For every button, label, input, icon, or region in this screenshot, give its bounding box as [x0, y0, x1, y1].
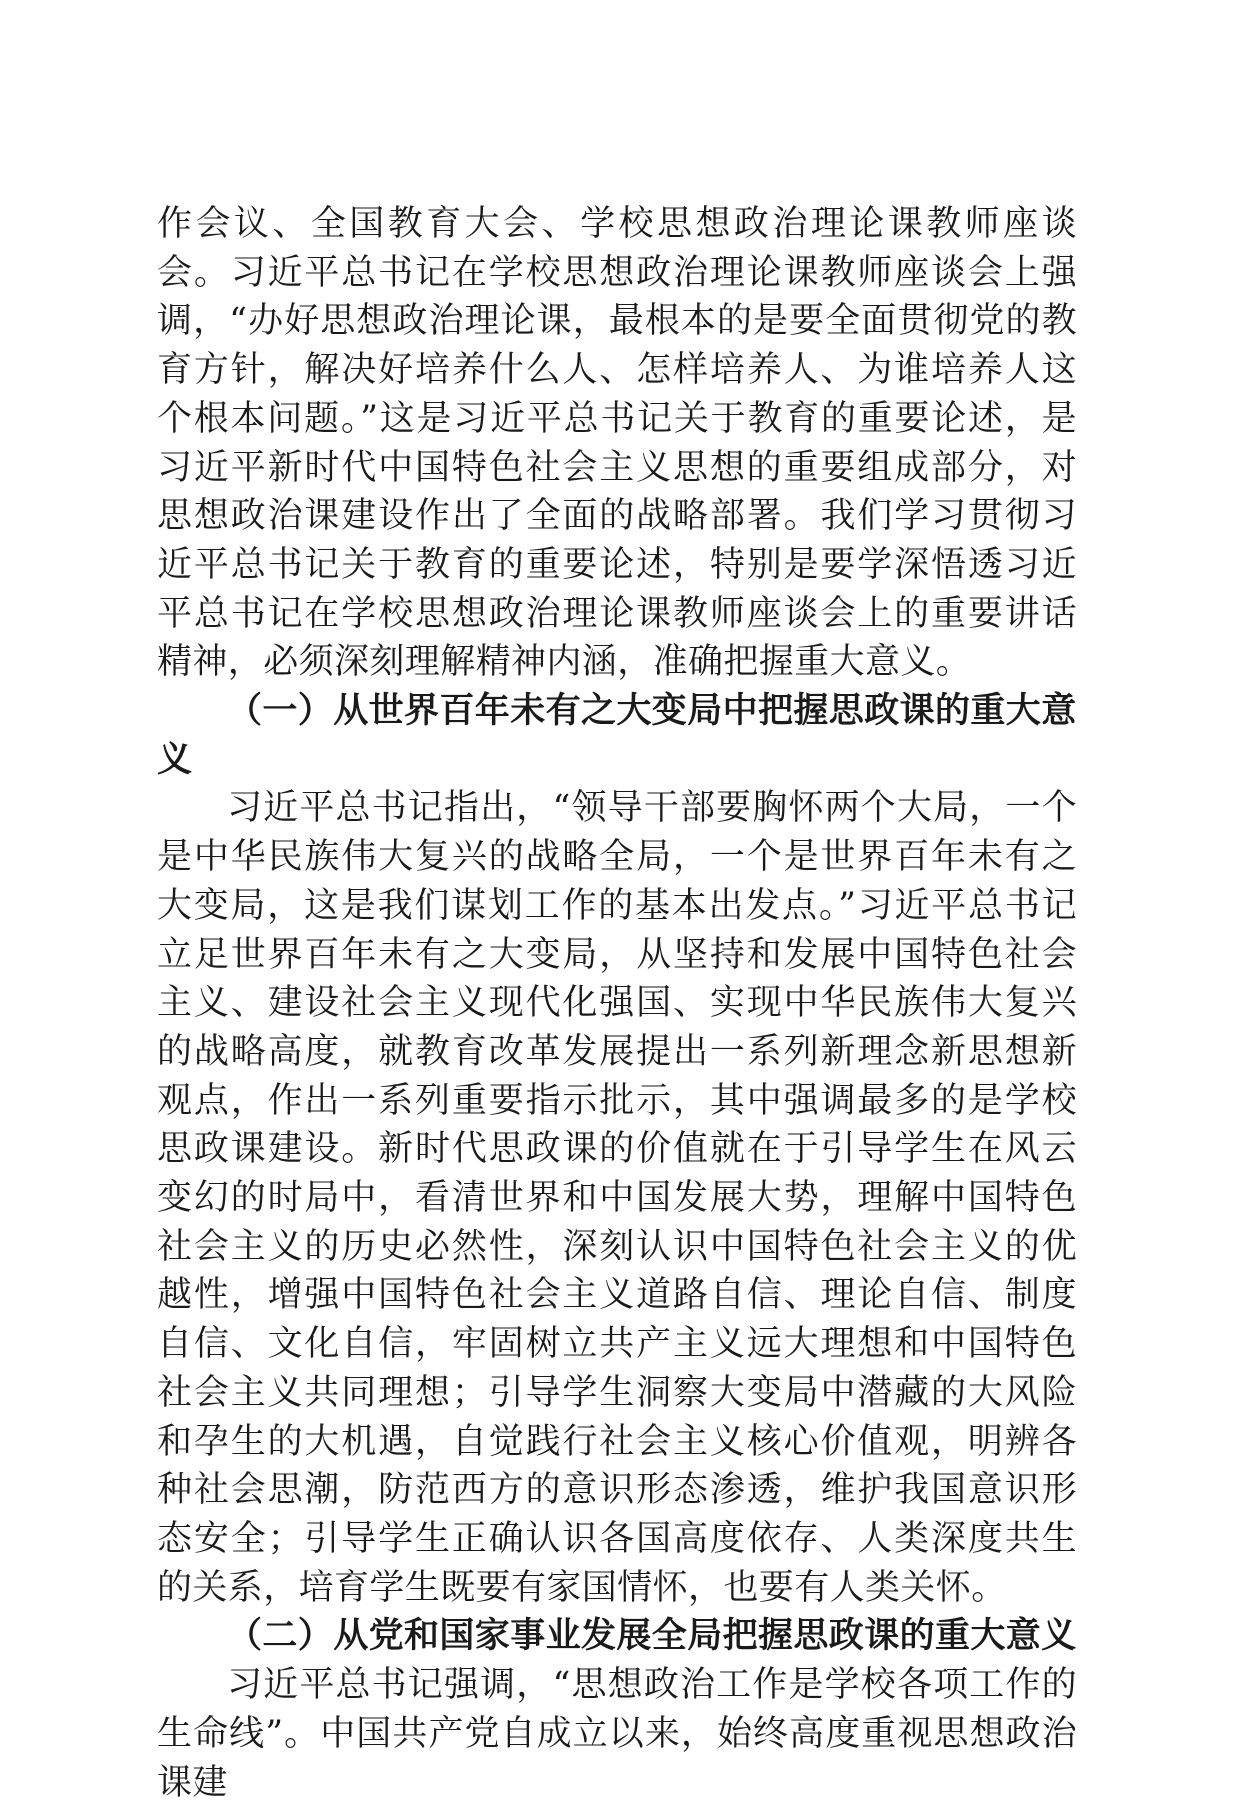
paragraph-section-one: 习近平总书记指出，“领导干部要胸怀两个大局，一个是中华民族伟大复兴的战略全局，一个是世界百年未有之大变局，这是我们谋划工作的基本出发点。”习近平总书记立足世界百年未有之大变局，从坚持和发展中国特色社会主义、建设社会主义现代化强国、实现中华民族伟大复兴的战略高度，就教育改革发展提出一系列新理念新思想新观点，作出一系列重要指示批示，其中强调最多的是学校思政课建设。新时代思政课的价值就在于引导学生在风云变幻的时局中，看清世界和中国发展大势，理解中国特色社会主义的历史必然性，深刻认识中国特色社会主义的优越性，增强中国特色社会主义道路自信、理论自信、制度自信、文化自信，牢固树立共产主义远大理想和中国特色社会主义共同理想；引导学生洞察大变局中潜藏的大风险和孕生的大机遇，自觉践行社会主义核心价值观，明辨各种社会思潮，防范西方的意识形态渗透，维护我国意识形态安全；引导学生正确认识各国高度依存、人类深度共生的关系，培育学生既要有家国情怀，也要有人类关怀。 [157, 788, 1077, 1608]
section-heading-one: （一）从世界百年未有之大变局中把握思政课的重大意义 [157, 690, 1077, 780]
paragraph-intro-continued: 作会议、全国教育大会、学校思想政治理论课教师座谈会。习近平总书记在学校思想政治理论课教师座谈会上强调，“办好思想政治理论课，最根本的是要全面贯彻党的教育方针，解决好培养什么人、怎样培养人、为谁培养人这个根本问题。”这是习近平总书记关于教育的重要论述，是习近平新时代中国特色社会主义思想的重要组成部分，对思想政治课建设作出了全面的战略部署。我们学习贯彻习近平总书记关于教育的重要论述，特别是要学深悟透习近平总书记在学校思想政治理论课教师座谈会上的重要讲话精神，必须深刻理解精神内涵，准确把握重大意义。 [157, 204, 1077, 683]
document-body [157, 200, 1077, 1807]
section-heading-two: （二）从党和国家事业发展全局把握思政课的重大意义 [227, 1615, 1077, 1657]
paragraph-section-two: 习近平总书记强调，“思想政治工作是学校各项工作的生命线”。中国共产党自成立以来，始终高度重视思想政治课建 [157, 1665, 1077, 1803]
